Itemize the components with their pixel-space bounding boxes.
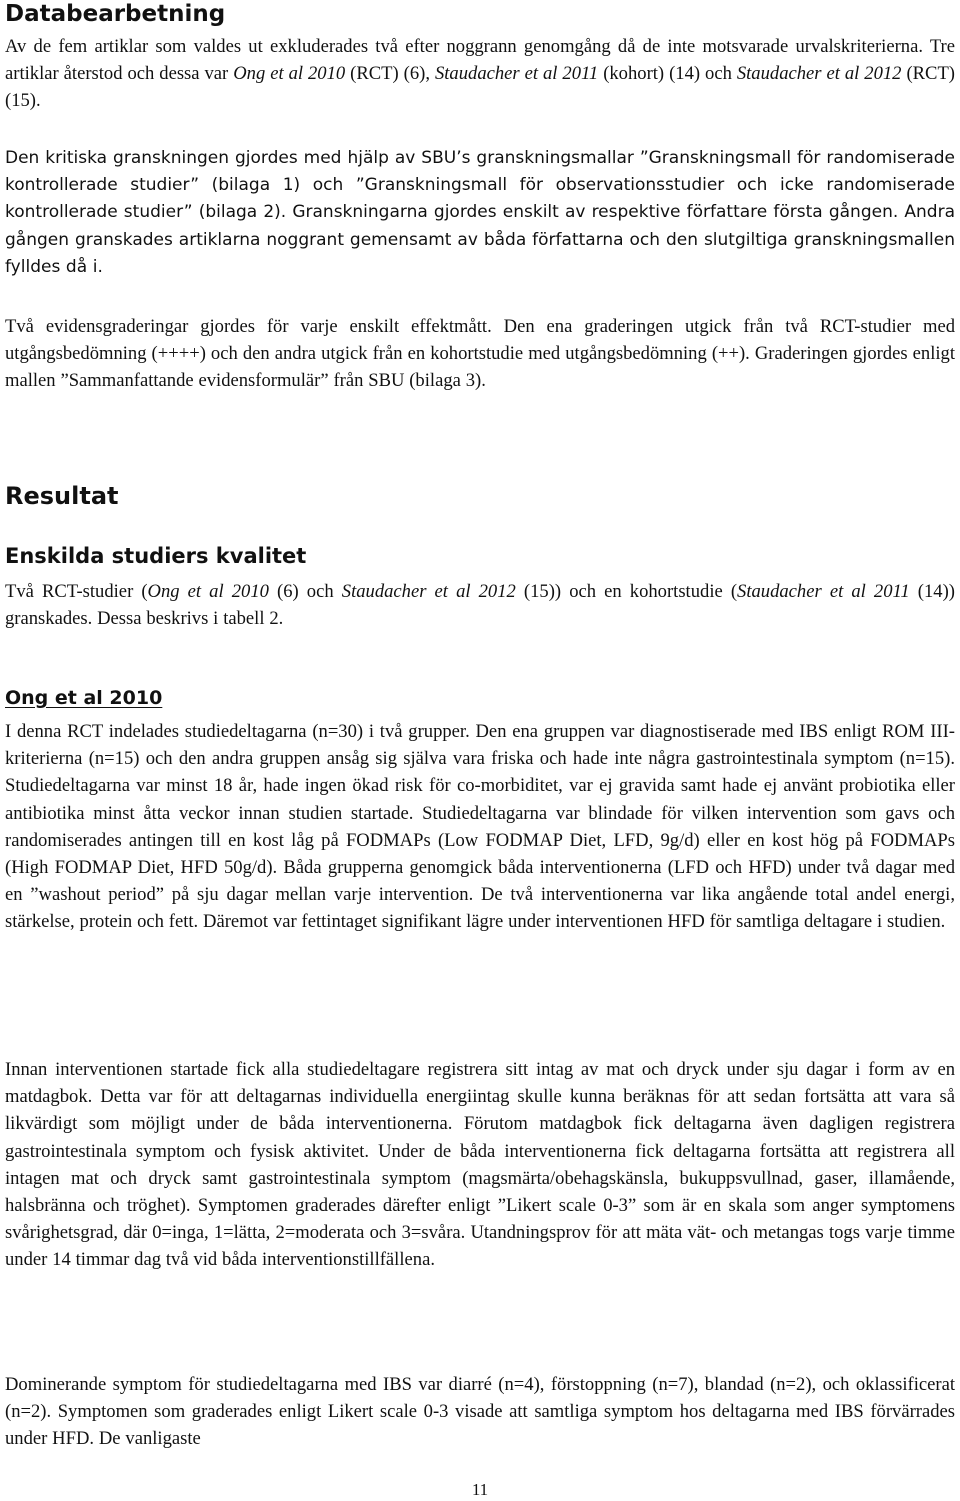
- text-run: Två RCT-studier (: [5, 581, 148, 602]
- text-run: (14)) granskades. Dessa beskrivs i tabell 2.: [5, 581, 955, 630]
- paragraph-ong-2: Innan interventionen startade fick alla studiedeltagare registrera sitt intag av mat och dryck under sju dagar i form av en matdagbok. Detta var för att deltagarnas individuella energiintag skulle kunna beräknas för att sedan fortsätta att vara så likvärdigt som möjligt under de båda interventionerna. Förutom matdagbok fick deltagarna även dagligen registrera gastrointestinala symptom och fysisk aktivitet. Under de båda interventionerna fick deltagarna fortsätta att registrera all intagen mat och dryck samt gastrointestinala symptom (magsmärta/obehagskänsla, bukuppsvullnad, gaser, illamående, halsbränna och tröghet). Symptomen graderades därefter enligt ”Likert scale 0-3” som är en skala som anger symptomens svårighetsgrad, där 0=inga, 1=lätta, 2=moderata och 3=svåra. Utandningsprov för att mäta vät- och metangas togs varje timme under 14 timmar dag två vid båda interventionstillfällena.: [5, 1059, 955, 1271]
- text-run: (6) och: [268, 581, 342, 602]
- section-heading-enskilda-studiers-kvalitet: Enskilda studiers kvalitet: [5, 544, 307, 568]
- text-run: Av de fem artiklar som valdes ut exkluderades två efter noggrann genomgång då de inte motsvarade urvalskriterierna. Tre artiklar återstod och dessa var: [5, 36, 955, 85]
- citation-ong-2010: Ong et al 2010: [233, 63, 346, 85]
- section-heading-resultat: Resultat: [5, 482, 119, 510]
- paragraph-ong-3: Dominerande symptom för studiedeltagarna med IBS var diarré (n=4), förstoppning (n=7), blandad (n=2), och oklassificerat (n=2). Symptomen som graderades enligt Likert scale 0-3 visade att samtliga symptom hos deltagarna med IBS förvärrades under HFD. De vanligaste: [5, 1374, 955, 1450]
- paragraph-databearbetning-2: Den kritiska granskningen gjordes med hjälp av SBU’s granskningsmallar ”Granskningsmall för randomiserade kontrollerade studier” (bilaga 1) och ”Granskningsmall för observationsstudier och icke randomiserade kontrollerade studier” (bilaga 2). Granskningarna gjordes enskilt av respektive författare första gången. Andra gången granskades artiklarna noggrant gemensamt av båda författarna och den slutgiltiga granskningsmallen fylldes då i.: [5, 148, 955, 277]
- citation-staudacher-2012: Staudacher et al 2012: [736, 63, 902, 85]
- paragraph-enskilda-1: [5, 578, 955, 632]
- text-run: (15)) och en kohortstudie (: [515, 581, 738, 602]
- text-run: (RCT) (15).: [5, 63, 955, 112]
- citation-staudacher-2011: Staudacher et al 2011: [737, 581, 910, 602]
- section-heading-ong-2010: Ong et al 2010: [5, 687, 163, 709]
- paragraph-databearbetning-3: Två evidensgraderingar gjordes för varje enskilt effektmått. Den ena graderingen utgick från två RCT-studier med utgångsbedömning (++++) och den andra utgick från en kohortstudie med utgångsbedömning (++). Graderingen gjordes enligt mallen ”Sammanfattande evidensformulär” från SBU (bilaga 3).: [5, 316, 955, 392]
- citation-staudacher-2011: Staudacher et al 2011: [434, 63, 599, 85]
- citation-staudacher-2012: Staudacher et al 2012: [341, 581, 516, 602]
- paragraph-ong-1: I denna RCT indelades studiedeltagarna (n=30) i två grupper. Den ena gruppen var diagnostiserade med IBS enligt ROM III-kriterierna (n=15) och den andra gruppen ansåg sig själva vara friska och hade inte några gastrointestinala symptom (n=15). Studiedeltagarna var minst 18 år, hade ingen ökad risk för co-morbiditet, var ej gravida samt hade ej använt probiotika eller antibiotika minst åtta veckor innan studien startade. Studiedeltagarna var blindade för vilken intervention som gavs och randomiserades antingen till en kost låg på FODMAPs (Low FODMAP Diet, LFD, 9g/d) eller en kost hög på FODMAPs (High FODMAP Diet, HFD 50g/d). Båda grupperna genomgick båda interventionerna (LFD och HFD) under två dagar med en ”washout period” på sju dagar mellan varje intervention. De två interventionerna var lika angående total andel energi, stärkelse, protein och fett. Däremot var fettintaget signifikant lägre under interventionen HFD för samtliga deltagare i studien.: [5, 721, 955, 933]
- citation-ong-2010: Ong et al 2010: [147, 581, 269, 602]
- text-run: (RCT) (6),: [345, 63, 435, 85]
- text-run: (kohort) (14) och: [598, 63, 737, 85]
- paragraph-databearbetning-1: [5, 33, 955, 115]
- section-heading-databearbetning: Databearbetning: [5, 1, 226, 27]
- page-number: 11: [471, 1480, 489, 1499]
